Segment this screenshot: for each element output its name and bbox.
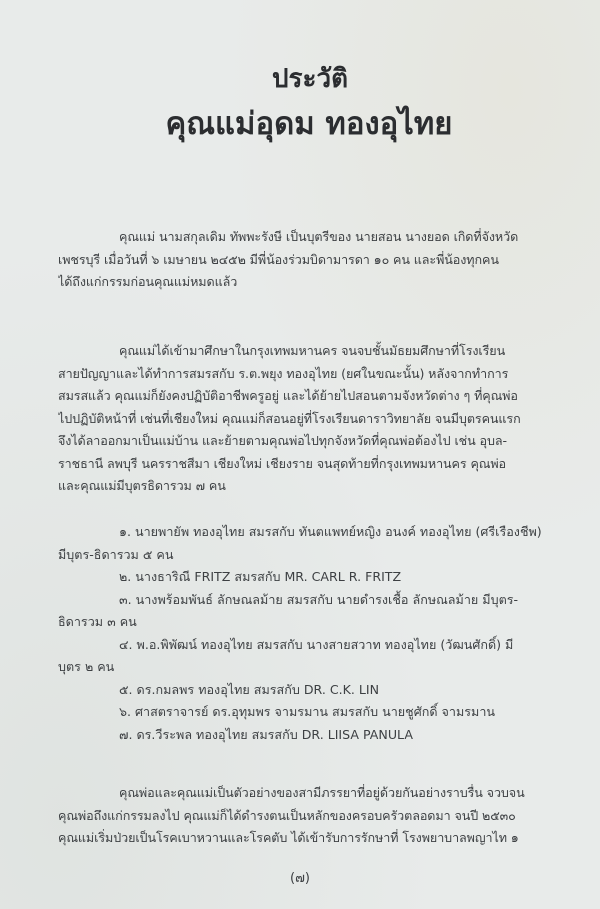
- paragraph-line: คุณแม่ได้เข้ามาศึกษาในกรุงเทพมหานคร จนจบชั้นมัธยมศึกษาที่โรงเรียน: [119, 343, 506, 358]
- paragraph-line: คุณพ่อและคุณแม่เป็นตัวอย่างของสามีภรรยาที่อยู่ด้วยกันอย่างราบรื่น จวบจน: [119, 785, 525, 800]
- paragraph-birth: [58, 226, 542, 294]
- list-item-child-3: [58, 589, 542, 634]
- paragraph-line: คุณพ่อถึงแก่กรรมลงไป คุณแม่ก็ได้ดำรงตนเป็นหลักของครอบครัวตลอดมา จนปี ๒๕๓๐: [58, 807, 516, 823]
- paragraph-line: คุณแม่เริ่มป่วยเป็นโรคเบาหวานและโรคตับ ได้เข้ารับการรักษาที่ โรงพยาบาลพญาไท ๑: [58, 830, 519, 845]
- paragraph-line: สายปัญญาและได้ทำการสมรสกับ ร.ต.พยุง ทองอุไทย (ยศในขณะนั้น) หลังจากทำการ: [58, 365, 509, 381]
- paragraph-line: จึงได้ลาออกมาเป็นแม่บ้าน และย้ายตามคุณพ่อไปทุกจังหวัดที่คุณพ่อต้องไป เช่น อุบล-: [58, 433, 507, 448]
- paragraph-later-life: [58, 782, 542, 850]
- page-number: (๗): [290, 871, 310, 886]
- paragraph-line: คุณแม่ นามสกุลเดิม ทัพพะรังษี เป็นบุตรีของ นายสอน นางยอด เกิดที่จังหวัด: [119, 229, 519, 244]
- title-block: [0, 62, 600, 146]
- list-item-continuation: บุตร ๒ คน: [58, 659, 115, 674]
- list-item-child-5: [58, 679, 542, 702]
- paragraph-line: ได้ถึงแก่กรรมก่อนคุณแม่หมดแล้ว: [58, 274, 238, 289]
- paragraph-line: สมรสแล้ว คุณแม่ก็ยังคงปฏิบัติอาชีพครูอยู่ และได้ย้ายไปสอนตามจังหวัดต่าง ๆ ที่คุณพ่อ: [58, 388, 518, 403]
- list-item-child-6: [58, 701, 542, 724]
- list-item-child-2: [58, 566, 542, 589]
- paragraph-line: ราชธานี ลพบุรี นครราชสีมา เชียงใหม่ เชียงราย จนสุดท้ายที่กรุงเทพมหานคร คุณพ่อ: [58, 455, 507, 471]
- paragraph-line: ไปปฏิบัติหน้าที่ เช่นที่เชียงใหม่ คุณแม่ก็สอนอยู่ที่โรงเรียนดาราวิทยาลัย จนมีบุตรคนแรก: [58, 410, 521, 426]
- list-item-line: ๖. ศาสตราจารย์ ดร.อุทุมพร จามรมาน สมรสกับ นายชูศักดิ์ จามรมาน: [119, 704, 496, 719]
- list-item-child-7: [58, 724, 542, 747]
- list-item-continuation: ธิดารวม ๓ คน: [58, 614, 137, 629]
- list-item-line: ๔. พ.อ.พิพัฒน์ ทองอุไทย สมรสกับ นางสายสวาท ทองอุไทย (วัฒนศักดิ์) มี: [119, 636, 514, 652]
- section-title: ประวัติ: [272, 64, 348, 94]
- list-item-line: ๕. ดร.กมลพร ทองอุไทย สมรสกับ DR. C.K. LIN: [119, 681, 380, 697]
- paragraph-line: และคุณแม่มีบุตรธิดารวม ๗ คน: [58, 478, 226, 493]
- list-item-child-4: [58, 634, 542, 679]
- paragraph-line: เพชรบุรี เมื่อวันที่ ๖ เมษายน ๒๔๕๒ มีพี่น้องร่วมบิดามารดา ๑๐ คน และพี่น้องทุกคน: [58, 251, 499, 267]
- list-item-line: ๗. ดร.วีระพล ทองอุไทย สมรสกับ DR. LIISA PANULA: [119, 726, 413, 742]
- person-name-heading: คุณแม่อุดม ทองอุไทย: [165, 106, 453, 142]
- list-item-line: ๓. นางพร้อมพันธ์ ลักษณลม้าย สมรสกับ นายดำรงเชื้อ ลักษณลม้าย มีบุตร-: [119, 591, 519, 607]
- list-item-continuation: มีบุตร-ธิดารวม ๕ คน: [58, 546, 174, 562]
- paragraph-education-marriage: [58, 340, 542, 498]
- list-item-line: ๒. นางธาริณี FRITZ สมรสกับ MR. CARL R. FRITZ: [119, 569, 402, 584]
- children-list: [58, 521, 542, 746]
- list-item-line: ๑. นายพายัพ ทองอุไทย สมรสกับ ทันตแพทย์หญิง อนงค์ ทองอุไทย (ศรีเรืองชีพ): [119, 524, 542, 539]
- list-item-child-1: [58, 521, 542, 566]
